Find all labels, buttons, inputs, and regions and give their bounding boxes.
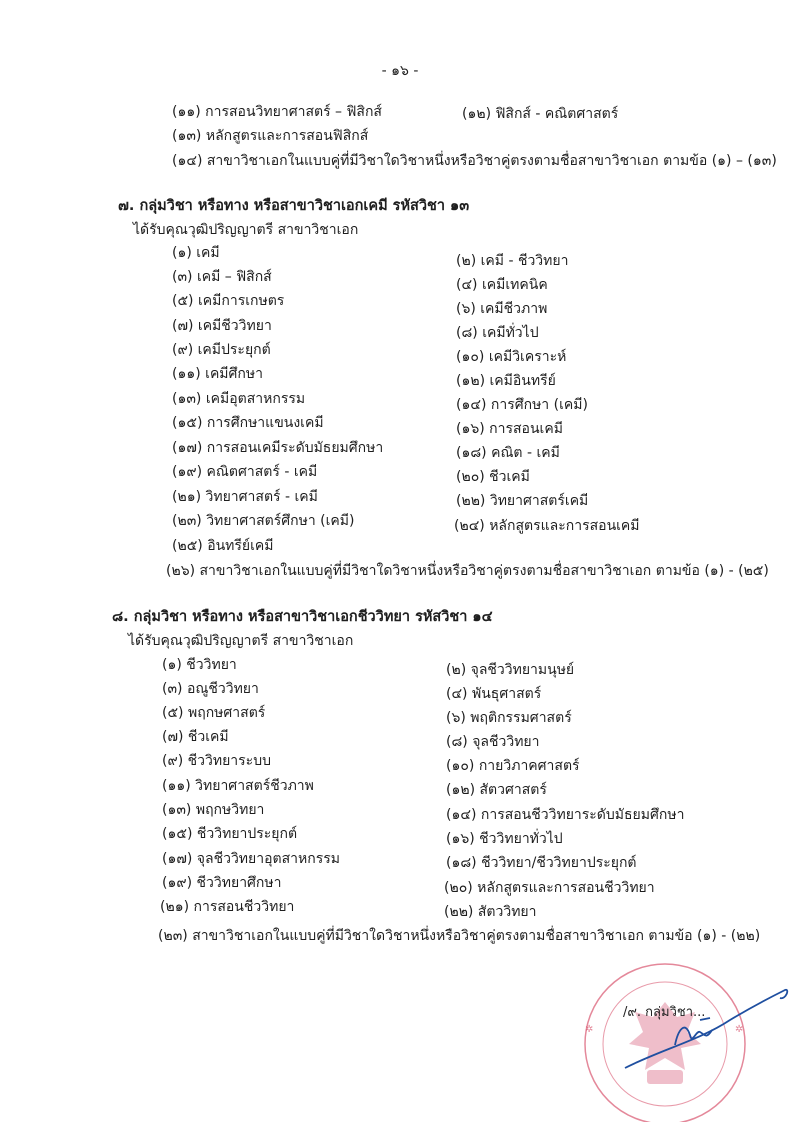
list-item: (๒๑) วิทยาศาสตร์ - เคมี <box>172 489 318 505</box>
list-item: (๖) เคมีชีวภาพ <box>456 301 548 317</box>
list-item: (๑๕) การศึกษาแขนงเคมี <box>172 415 324 431</box>
list-item: (๔) พันธุศาสตร์ <box>446 686 542 702</box>
list-item: (๑๑) เคมีศึกษา <box>172 366 263 382</box>
list-item: (๓) อณูชีววิทยา <box>162 681 259 697</box>
section-heading: ๘. กลุ่มวิชา หรือทาง หรือสาขาวิชาเอกชีววิทยา รหัสวิชา ๑๔ <box>112 609 493 625</box>
list-item: (๕) พฤกษศาสตร์ <box>162 705 266 721</box>
section-subheading: ได้รับคุณวุฒิปริญญาตรี สาขาวิชาเอก <box>133 222 359 238</box>
list-item: (๑๙) ชีววิทยาศึกษา <box>162 875 282 891</box>
list-item: (๑๐) เคมีวิเคราะห์ <box>456 349 567 365</box>
section-subheading: ได้รับคุณวุฒิปริญญาตรี สาขาวิชาเอก <box>128 633 354 649</box>
list-item: (๘) จุลชีววิทยา <box>446 734 540 750</box>
list-item: (๖) พฤติกรรมศาสตร์ <box>446 710 572 726</box>
list-item: (๑๒) สัตวศาสตร์ <box>446 782 547 798</box>
continuation-note: /๙. กลุ่มวิชา... <box>623 1005 706 1020</box>
list-item: (๑๓) พฤกษวิทยา <box>162 802 265 818</box>
list-item: (๑๕) ชีววิทยาประยุกต์ <box>162 826 298 842</box>
list-item: (๑๔) สาขาวิชาเอกในแบบคู่ที่มีวิชาใดวิชาหนึ่งหรือวิชาคู่ตรงตามชื่อสาขาวิชาเอก ตามข้อ (๑) – (๑๓) <box>172 153 777 169</box>
list-item: (๒๕) อินทรีย์เคมี <box>172 538 274 554</box>
list-item: (๑๗) การสอนเคมีระดับมัธยมศึกษา <box>172 440 384 456</box>
list-item: (๑๘) ชีววิทยา/ชีววิทยาประยุกต์ <box>446 855 637 871</box>
list-item: (๒๓) วิทยาศาสตร์ศึกษา (เคมี) <box>172 513 355 529</box>
page-number: - ๑๖ - <box>381 63 419 79</box>
list-item: (๑๖) การสอนเคมี <box>456 421 563 437</box>
list-item: (๒๐) หลักสูตรและการสอนชีววิทยา <box>444 880 655 896</box>
svg-text:✲: ✲ <box>735 1024 744 1035</box>
list-item: (๑๖) ชีววิทยาทั่วไป <box>446 831 563 847</box>
list-item: (๒๑) การสอนชีววิทยา <box>160 899 295 915</box>
signature-icon <box>600 960 800 1070</box>
list-item: (๓) เคมี – ฟิสิกส์ <box>172 269 272 285</box>
list-item: (๔) เคมีเทคนิค <box>456 277 548 293</box>
list-item: (๒๖) สาขาวิชาเอกในแบบคู่ที่มีวิชาใดวิชาหนึ่งหรือวิชาคู่ตรงตามชื่อสาขาวิชาเอก ตามข้อ (๑) - (๒๕) <box>166 563 769 579</box>
list-item: (๒) เคมี - ชีววิทยา <box>456 253 569 269</box>
list-item: (๒๐) ชีวเคมี <box>456 469 530 485</box>
list-item: (๑๑) การสอนวิทยาศาสตร์ – ฟิสิกส์ <box>172 104 382 120</box>
list-item: (๑๐) กายวิภาคศาสตร์ <box>446 758 580 774</box>
list-item: (๑๒) ฟิสิกส์ - คณิตศาสตร์ <box>462 106 619 122</box>
list-item: (๘) เคมีทั่วไป <box>456 325 539 341</box>
list-item: (๑๓) เคมีอุตสาหกรรม <box>172 391 306 407</box>
list-item: (๑๗) จุลชีววิทยาอุตสาหกรรม <box>162 851 340 867</box>
section-heading: ๗. กลุ่มวิชา หรือทาง หรือสาขาวิชาเอกเคมี รหัสวิชา ๑๓ <box>118 198 470 214</box>
list-item: (๕) เคมีการเกษตร <box>172 293 285 309</box>
list-item: (๙) ชีววิทยาระบบ <box>162 753 271 769</box>
list-item: (๑) เคมี <box>172 245 220 261</box>
list-item: (๒๓) สาขาวิชาเอกในแบบคู่ที่มีวิชาใดวิชาหนึ่งหรือวิชาคู่ตรงตามชื่อสาขาวิชาเอก ตามข้อ (๑) - (๒๒) <box>158 928 761 944</box>
list-item: (๙) เคมีประยุกต์ <box>172 342 271 358</box>
list-item: (๒๔) หลักสูตรและการสอนเคมี <box>454 518 640 534</box>
list-item: (๗) เคมีชีววิทยา <box>172 318 272 334</box>
list-item: (๑๔) การสอนชีววิทยาระดับมัธยมศึกษา <box>446 807 685 823</box>
list-item: (๑๔) การศึกษา (เคมี) <box>456 397 588 413</box>
list-item: (๒๒) วิทยาศาสตร์เคมี <box>456 493 589 509</box>
list-item: (๑๑) วิทยาศาสตร์ชีวภาพ <box>162 778 314 794</box>
list-item: (๒๒) สัตววิทยา <box>444 904 537 920</box>
list-item: (๗) ชีวเคมี <box>162 729 229 745</box>
list-item: (๒) จุลชีววิทยามนุษย์ <box>446 662 575 678</box>
list-item: (๑) ชีววิทยา <box>162 657 237 673</box>
svg-text:✲: ✲ <box>585 1024 594 1035</box>
list-item: (๑๒) เคมีอินทรีย์ <box>456 373 556 389</box>
list-item: (๑๘) คณิต - เคมี <box>456 445 560 461</box>
list-item: (๑๓) หลักสูตรและการสอนฟิสิกส์ <box>172 128 369 144</box>
list-item: (๑๙) คณิตศาสตร์ - เคมี <box>172 464 318 480</box>
